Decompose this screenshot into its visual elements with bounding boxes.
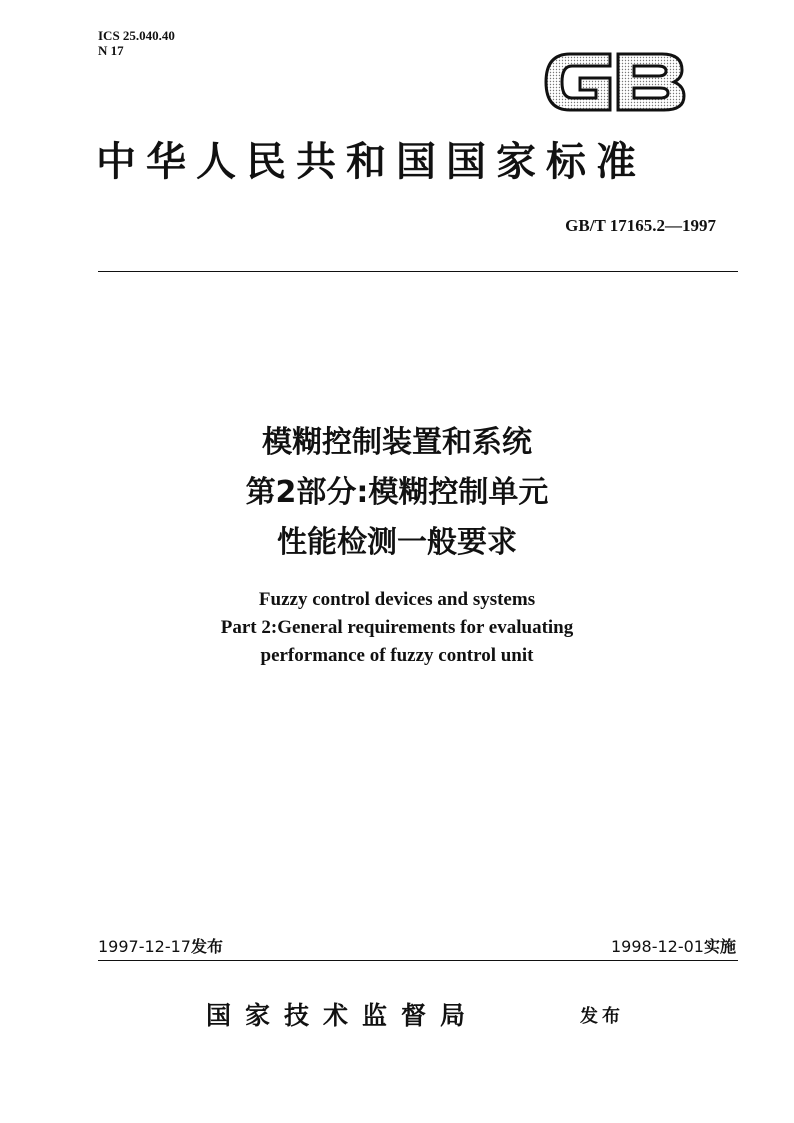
english-title-line-2: Part 2:General requirements for evaluating [220,617,574,638]
english-title [0,586,794,670]
standard-number: GB/T 17165.2—1997 [565,216,716,235]
issue-label: 发布 [190,937,223,956]
chinese-title-line-1: 模糊控制装置和系统 [262,425,532,460]
effective-date [611,934,736,957]
publisher-name: 国家技术监督局 [206,1001,480,1030]
effective-date-value: 1998-12-01 [611,937,704,956]
ccs-code: N 17 [98,43,124,58]
chinese-title-line-2: 第2部分:模糊控制单元 [245,475,549,510]
ics-code: ICS 25.040.40 [98,28,175,43]
classification-codes [98,28,175,58]
effective-label: 实施 [703,937,736,956]
english-title-line-1: Fuzzy control devices and systems [258,589,536,610]
issue-date-value: 1997-12-17 [98,937,191,956]
country-standard-title: 中华人民共和国国家标准 [96,138,646,185]
publish-label: 发布 [580,1006,624,1027]
bottom-divider [98,960,738,961]
english-title-line-3: performance of fuzzy control unit [260,645,534,666]
chinese-title-line-3: 性能检测一般要求 [277,525,517,560]
gb-logo [540,44,690,120]
top-divider [98,271,738,272]
issue-date [98,934,223,957]
chinese-title [0,418,794,568]
